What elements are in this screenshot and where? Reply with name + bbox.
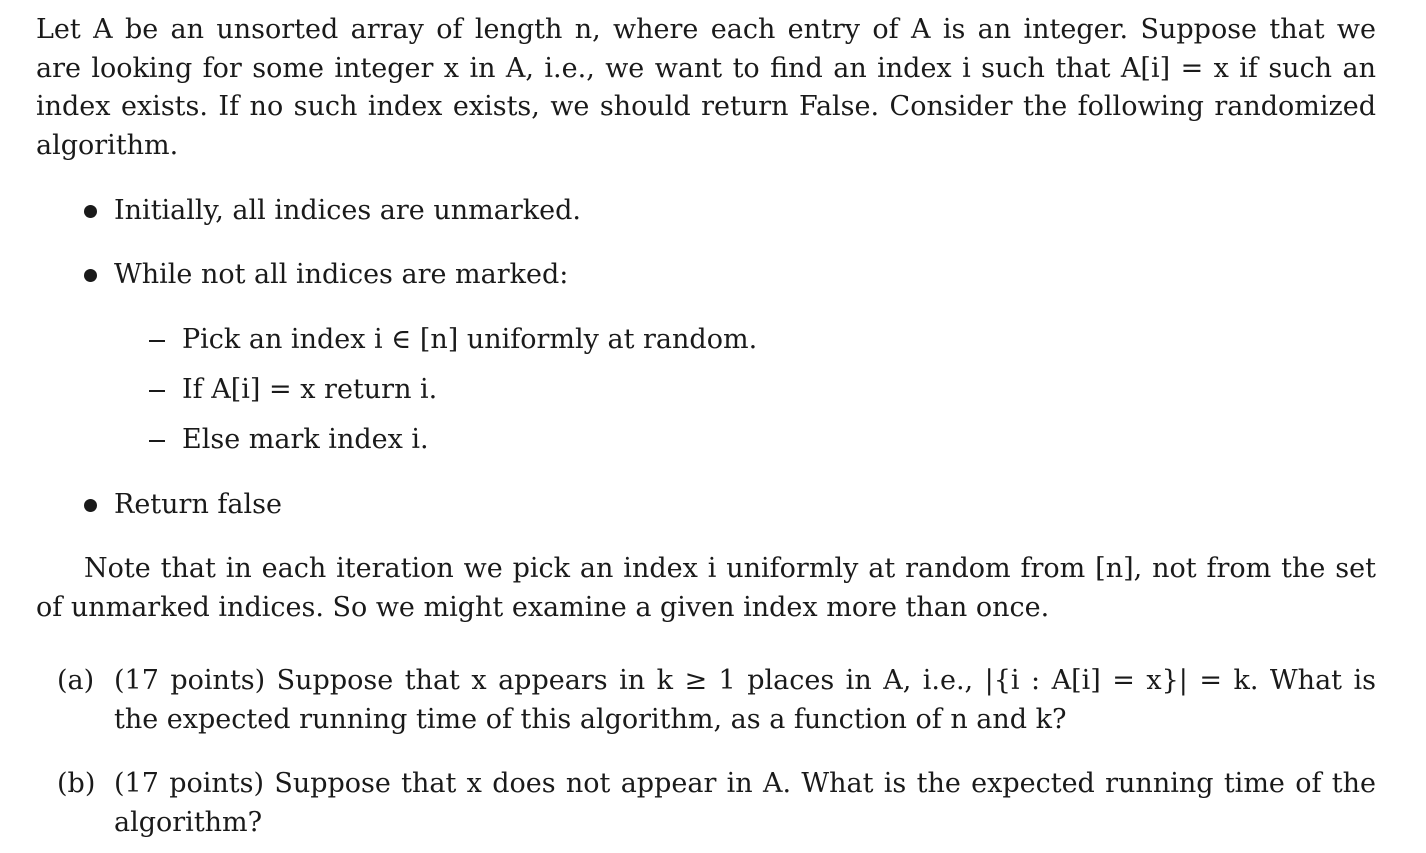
algorithm-return xyxy=(36,486,1376,524)
question-a xyxy=(36,662,1376,739)
algorithm-step-1-text: Initially, all indices are unmarked. xyxy=(114,195,581,226)
note-line-1: Note that in each iteration we pick an index i uniformly at random from [n], not from the set xyxy=(84,553,1376,584)
question-b-label: (b) xyxy=(57,768,96,799)
algorithm-step-2-text: While not all indices are marked: xyxy=(114,259,569,290)
question-b-line-2: algorithm? xyxy=(114,806,263,838)
intro-line-2: are looking for some integer x in A, i.e., we want to find an index i such that A[i] = x if such an xyxy=(36,52,1376,84)
algorithm-substep-2-text: If A[i] = x return i. xyxy=(182,374,438,405)
question-b xyxy=(36,765,1376,842)
algorithm-substeps xyxy=(36,321,1376,359)
algorithm-steps xyxy=(36,192,1376,230)
dash-icon xyxy=(149,390,165,392)
algorithm-substep-3 xyxy=(36,421,1376,459)
algorithm-substep-3-text: Else mark index i. xyxy=(182,424,429,455)
algorithm-substep-1 xyxy=(36,321,1376,359)
note-line-2: of unmarked indices. So we might examine a given index more than once. xyxy=(36,591,1050,623)
intro-line-1: Let A be an unsorted array of length n, where each entry of A is an integer. Suppose that we xyxy=(36,14,1376,45)
algorithm-step-3-text: Return false xyxy=(114,489,282,520)
note-paragraph xyxy=(36,550,1376,627)
algorithm-step-3 xyxy=(36,486,1376,524)
intro-line-3: index exists. If no such index exists, we should return False. Consider the following randomized xyxy=(36,91,1376,122)
algorithm-step-2 xyxy=(36,256,1376,294)
question-a-line-2: the expected running time of this algorithm, as a function of n and k? xyxy=(114,703,1067,735)
intro-line-4: algorithm. xyxy=(36,129,179,161)
algorithm-step-1 xyxy=(36,192,1376,230)
question-b-line-1: (17 points) Suppose that x does not appear in A. What is the expected running time of the xyxy=(114,768,1376,799)
bullet-icon xyxy=(84,499,97,512)
dash-icon xyxy=(149,440,165,442)
algorithm-loop xyxy=(36,256,1376,294)
algorithm-substeps-3 xyxy=(36,421,1376,459)
algorithm-substeps-2 xyxy=(36,371,1376,409)
bullet-icon xyxy=(84,205,97,218)
algorithm-substep-2 xyxy=(36,371,1376,409)
dash-icon xyxy=(149,340,165,342)
question-a-line-1: (17 points) Suppose that x appears in k ≥ 1 places in A, i.e., |{i : A[i] = x}| = k. What is xyxy=(114,665,1376,696)
question-a-label: (a) xyxy=(57,665,95,696)
algorithm-substep-1-text: Pick an index i ∈ [n] uniformly at random. xyxy=(182,324,758,355)
bullet-icon xyxy=(84,269,97,282)
intro-paragraph xyxy=(36,11,1376,165)
